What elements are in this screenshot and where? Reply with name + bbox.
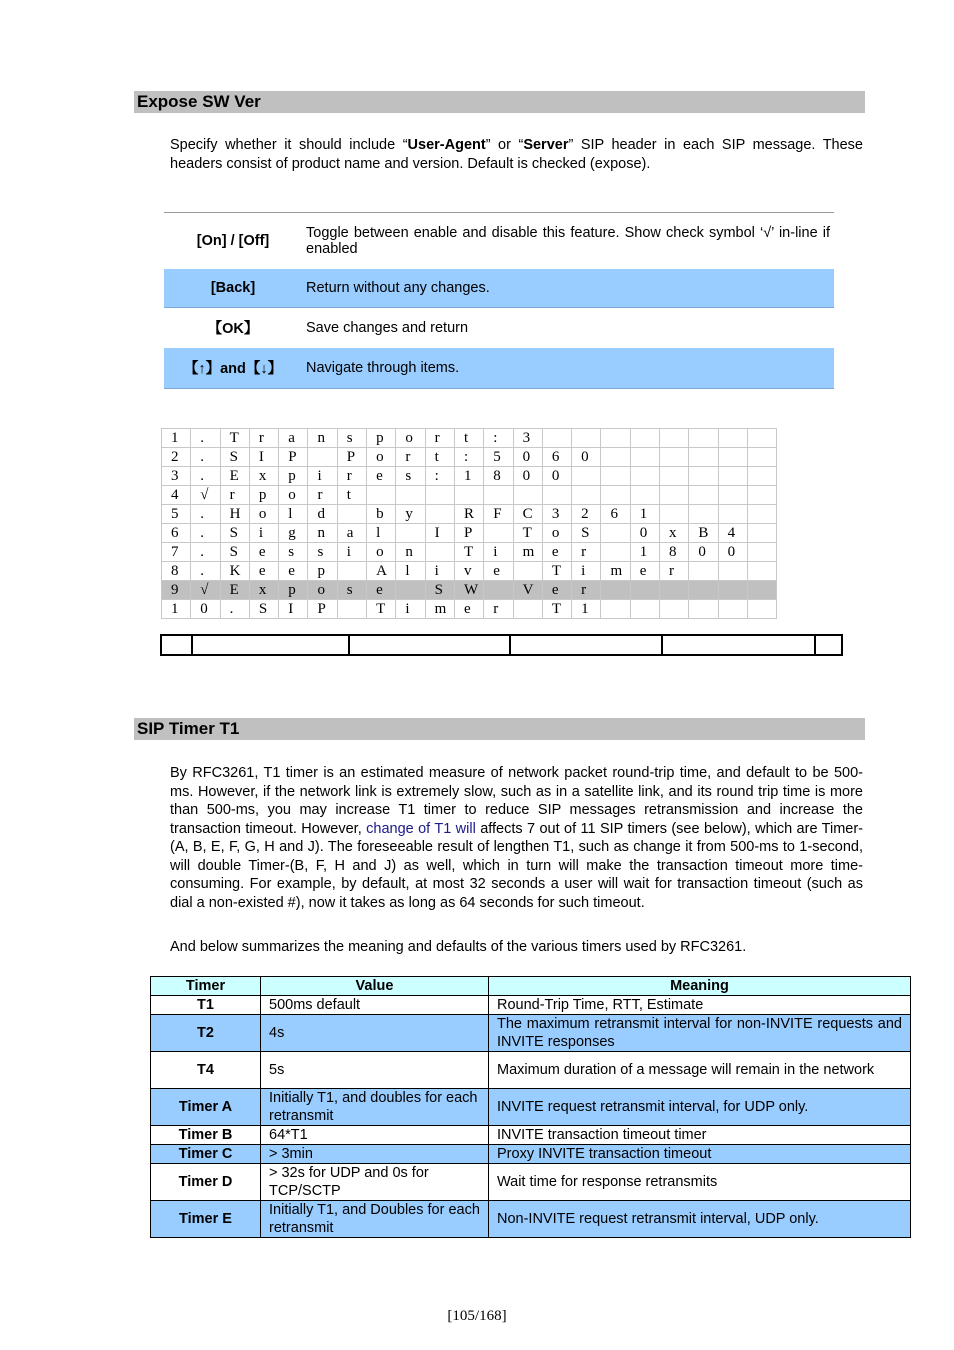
lcd-cell	[660, 505, 689, 524]
timer-table	[150, 976, 911, 1238]
lcd-cell: S	[572, 524, 601, 543]
timer-value: Initially T1, and Doubles for each retransmit	[261, 1201, 489, 1238]
lcd-cell: I	[425, 524, 454, 543]
lcd-cell	[718, 600, 747, 619]
lcd-cell	[689, 467, 718, 486]
timer-name: Timer C	[151, 1145, 261, 1164]
lcd-cell	[689, 486, 718, 505]
page-number: [105/168]	[447, 1308, 507, 1324]
key-row	[164, 269, 834, 308]
lcd-button-bar	[160, 634, 843, 656]
lcd-row	[162, 505, 777, 524]
lcd-cell: T	[220, 429, 249, 448]
lcd-cell: 8	[162, 562, 191, 581]
lcd-cell: o	[308, 581, 337, 600]
key-label: 【OK】	[207, 321, 259, 338]
timer-name: Timer B	[151, 1126, 261, 1145]
lcd-cell: 1	[630, 505, 659, 524]
lcd-cell: 6	[542, 448, 571, 467]
lcd-cell: s	[308, 543, 337, 562]
lcd-cell: .	[191, 467, 220, 486]
lcd-cell	[689, 448, 718, 467]
lcd-cell: p	[279, 467, 308, 486]
timer-name: Timer A	[151, 1089, 261, 1126]
lcd-cell: l	[279, 505, 308, 524]
lcd-cell: e	[542, 581, 571, 600]
lcd-cell: R	[454, 505, 483, 524]
lcd-cell: r	[660, 562, 689, 581]
lcd-divider	[191, 636, 193, 654]
lcd-cell: P	[279, 448, 308, 467]
lcd-cell: e	[279, 562, 308, 581]
change-of-t1-link[interactable]: change of T1 will	[366, 820, 476, 837]
lcd-cell	[689, 562, 718, 581]
table-row	[151, 1145, 911, 1164]
timer-value: 4s	[261, 1015, 489, 1052]
lcd-cell: 6	[601, 505, 630, 524]
lcd-cell: n	[308, 524, 337, 543]
lcd-cell: o	[542, 524, 571, 543]
lcd-divider	[348, 636, 350, 654]
lcd-cell	[337, 562, 366, 581]
lcd-cell	[601, 429, 630, 448]
lcd-cell: .	[191, 543, 220, 562]
lcd-divider	[509, 636, 511, 654]
lcd-cell	[630, 581, 659, 600]
lcd-cell: p	[279, 581, 308, 600]
lcd-cell	[660, 486, 689, 505]
lcd-cell	[689, 600, 718, 619]
lcd-cell: :	[454, 448, 483, 467]
lcd-cell: E	[220, 581, 249, 600]
lcd-cell	[747, 524, 776, 543]
lcd-cell: x	[660, 524, 689, 543]
lcd-cell	[747, 581, 776, 600]
lcd-cell	[601, 467, 630, 486]
lcd-cell: V	[513, 581, 542, 600]
lcd-cell	[572, 467, 601, 486]
lcd-cell	[630, 486, 659, 505]
table-row	[151, 1015, 911, 1052]
lcd-cell	[484, 486, 513, 505]
lcd-cell: 3	[513, 429, 542, 448]
lcd-cell	[747, 562, 776, 581]
lcd-cell: p	[308, 562, 337, 581]
lcd-cell	[747, 505, 776, 524]
lcd-cell: o	[367, 543, 396, 562]
lcd-cell: I	[279, 600, 308, 619]
lcd-cell	[660, 600, 689, 619]
lcd-cell: T	[367, 600, 396, 619]
lcd-cell: 3	[162, 467, 191, 486]
lcd-cell	[425, 543, 454, 562]
key-label: 【↑】and【↓】	[164, 348, 302, 389]
lcd-divider	[814, 636, 816, 654]
lcd-cell: .	[191, 448, 220, 467]
lcd-cell: i	[425, 562, 454, 581]
lcd-cell: 8	[484, 467, 513, 486]
lcd-cell: i	[337, 543, 366, 562]
lcd-cell	[542, 429, 571, 448]
lcd-cell: 0	[513, 448, 542, 467]
lcd-cell: l	[396, 562, 425, 581]
lcd-cell: i	[484, 543, 513, 562]
timer-value: > 32s for UDP and 0s for TCP/SCTP	[261, 1164, 489, 1201]
key-row	[164, 308, 834, 348]
lcd-cell: 6	[162, 524, 191, 543]
lcd-cell: p	[367, 429, 396, 448]
lcd-cell: o	[396, 429, 425, 448]
lcd-cell	[747, 600, 776, 619]
timer-name: Timer D	[151, 1164, 261, 1201]
lcd-cell	[718, 486, 747, 505]
lcd-cell: r	[220, 486, 249, 505]
lcd-cell: P	[337, 448, 366, 467]
table-row	[151, 996, 911, 1015]
lcd-row	[162, 448, 777, 467]
lcd-cell	[367, 486, 396, 505]
expose-sw-ver-description: Specify whether it should include “User-Agent” or “Server” SIP header in each SIP message. These headers consist of product name and version. Default is checked (expose).	[170, 137, 863, 172]
lcd-cell	[542, 486, 571, 505]
lcd-cell: e	[630, 562, 659, 581]
lcd-cell: a	[337, 524, 366, 543]
lcd-cell: K	[220, 562, 249, 581]
lcd-cell	[630, 600, 659, 619]
timer-meaning: Non-INVITE request retransmit interval, UDP only.	[489, 1201, 911, 1238]
lcd-cell: :	[484, 429, 513, 448]
key-description: Toggle between enable and disable this feature. Show check symbol ‘√’ in-line if enabled	[302, 213, 834, 269]
lcd-cell: a	[279, 429, 308, 448]
timer-name: T1	[151, 996, 261, 1015]
timer-meaning: Round-Trip Time, RTT, Estimate	[489, 996, 911, 1015]
lcd-cell: n	[308, 429, 337, 448]
lcd-divider	[661, 636, 663, 654]
timer-summary-intro: And below summarizes the meaning and defaults of the various timers used by RFC3261.	[170, 939, 747, 955]
lcd-cell: 8	[660, 543, 689, 562]
lcd-cell: E	[220, 467, 249, 486]
lcd-cell	[308, 448, 337, 467]
lcd-cell: r	[572, 543, 601, 562]
timer-meaning: Wait time for response retransmits	[489, 1164, 911, 1201]
lcd-cell: 5	[162, 505, 191, 524]
timer-value: 5s	[261, 1052, 489, 1089]
lcd-cell	[425, 505, 454, 524]
lcd-cell: 1	[162, 600, 191, 619]
lcd-cell: F	[484, 505, 513, 524]
lcd-cell: √	[191, 581, 220, 600]
lcd-cell: 0	[689, 543, 718, 562]
key-label: [On] / [Off]	[164, 213, 302, 269]
lcd-cell	[747, 543, 776, 562]
section-title-sip-timer-t1: SIP Timer T1	[134, 718, 865, 740]
timer-value: 500ms default	[261, 996, 489, 1015]
lcd-cell	[484, 524, 513, 543]
lcd-cell: v	[454, 562, 483, 581]
lcd-row	[162, 600, 777, 619]
lcd-cell	[396, 581, 425, 600]
lcd-cell	[747, 429, 776, 448]
lcd-row	[162, 486, 777, 505]
lcd-cell: e	[454, 600, 483, 619]
column-header-value: Value	[261, 977, 489, 996]
lcd-cell: e	[367, 581, 396, 600]
lcd-cell: I	[249, 448, 278, 467]
timer-meaning: Proxy INVITE transaction timeout	[489, 1145, 911, 1164]
lcd-cell: t	[425, 448, 454, 467]
lcd-cell: d	[308, 505, 337, 524]
lcd-cell: T	[542, 562, 571, 581]
lcd-cell: g	[279, 524, 308, 543]
lcd-cell: s	[396, 467, 425, 486]
lcd-cell	[601, 581, 630, 600]
lcd-cell: 4	[718, 524, 747, 543]
lcd-cell	[572, 429, 601, 448]
sip-timer-t1-description: By RFC3261, T1 timer is an estimated measure of network packet round-trip time, and default to be 500-ms. However, if the network link is extremely slow, such as in a satellite link, and its round trip time is more than 500-ms, you may increase T1 timer to reduce SIP messages retransmission and increase the transaction timeout. However, change of T1 will affects 7 out of 11 SIP timers (see below), which are Timer-(A, B, E, F, G, H and J). The foreseeable result of lengthen T1, such as change it from 500-ms to 1-second, will double Timer-(B, F, H and J) as well, which in turn will make the transaction timeout more time-consuming. For example, by default, at most 32 seconds a user will wait for transaction timeout (such as dial a non-existed #), now it takes as long as 64 seconds for such timeout.	[170, 765, 863, 911]
key-function-table	[164, 212, 834, 389]
timer-meaning: Maximum duration of a message will remain in the network	[489, 1052, 911, 1089]
lcd-cell	[718, 448, 747, 467]
lcd-cell	[718, 581, 747, 600]
lcd-cell: o	[249, 505, 278, 524]
lcd-cell: 2	[162, 448, 191, 467]
lcd-cell	[747, 486, 776, 505]
lcd-cell: W	[454, 581, 483, 600]
lcd-cell: 1	[162, 429, 191, 448]
lcd-cell	[747, 467, 776, 486]
lcd-cell: r	[337, 467, 366, 486]
lcd-cell	[337, 600, 366, 619]
lcd-cell	[396, 524, 425, 543]
lcd-cell	[513, 562, 542, 581]
lcd-cell: 0	[191, 600, 220, 619]
lcd-cell: m	[601, 562, 630, 581]
timer-value: Initially T1, and doubles for each retransmit	[261, 1089, 489, 1126]
lcd-cell: S	[220, 543, 249, 562]
lcd-cell	[660, 429, 689, 448]
lcd-cell	[425, 486, 454, 505]
lcd-cell	[513, 486, 542, 505]
lcd-row	[162, 429, 777, 448]
timer-value: > 3min	[261, 1145, 489, 1164]
lcd-cell: 1	[572, 600, 601, 619]
lcd-cell	[601, 448, 630, 467]
lcd-cell	[454, 486, 483, 505]
lcd-cell: e	[542, 543, 571, 562]
key-row	[164, 213, 834, 269]
lcd-cell: 3	[542, 505, 571, 524]
lcd-cell: r	[484, 600, 513, 619]
key-label: [Back]	[164, 269, 302, 308]
lcd-cell: e	[249, 543, 278, 562]
lcd-cell: o	[367, 448, 396, 467]
lcd-cell	[513, 600, 542, 619]
lcd-row	[162, 467, 777, 486]
lcd-cell: .	[191, 429, 220, 448]
lcd-cell	[601, 486, 630, 505]
lcd-cell: i	[572, 562, 601, 581]
lcd-cell	[718, 505, 747, 524]
lcd-cell: i	[249, 524, 278, 543]
lcd-cell	[601, 600, 630, 619]
lcd-cell: 0	[630, 524, 659, 543]
timer-name: Timer E	[151, 1201, 261, 1238]
lcd-cell: t	[337, 486, 366, 505]
lcd-cell: 4	[162, 486, 191, 505]
lcd-cell: √	[191, 486, 220, 505]
lcd-cell: i	[308, 467, 337, 486]
lcd-cell: s	[337, 429, 366, 448]
timer-name: T2	[151, 1015, 261, 1052]
lcd-cell: s	[337, 581, 366, 600]
lcd-cell: x	[249, 467, 278, 486]
lcd-cell: 1	[630, 543, 659, 562]
lcd-cell: B	[689, 524, 718, 543]
table-row	[151, 1089, 911, 1126]
lcd-row	[162, 524, 777, 543]
lcd-cell: 0	[718, 543, 747, 562]
lcd-cell: r	[572, 581, 601, 600]
lcd-cell: e	[249, 562, 278, 581]
lcd-cell	[601, 524, 630, 543]
lcd-row	[162, 562, 777, 581]
lcd-cell	[337, 505, 366, 524]
lcd-cell	[572, 486, 601, 505]
lcd-cell: 2	[572, 505, 601, 524]
timer-name: T4	[151, 1052, 261, 1089]
lcd-cell	[689, 505, 718, 524]
lcd-cell: P	[308, 600, 337, 619]
lcd-cell	[689, 581, 718, 600]
lcd-cell: m	[513, 543, 542, 562]
lcd-cell: 5	[484, 448, 513, 467]
lcd-cell: x	[249, 581, 278, 600]
lcd-cell: n	[396, 543, 425, 562]
lcd-cell: S	[249, 600, 278, 619]
lcd-cell: T	[542, 600, 571, 619]
lcd-cell: e	[367, 467, 396, 486]
lcd-cell: 0	[542, 467, 571, 486]
column-header-timer: Timer	[151, 977, 261, 996]
lcd-cell: r	[308, 486, 337, 505]
lcd-cell	[660, 581, 689, 600]
timer-value: 64*T1	[261, 1126, 489, 1145]
lcd-cell: o	[279, 486, 308, 505]
lcd-cell	[660, 467, 689, 486]
lcd-menu-grid	[161, 428, 777, 619]
lcd-row	[162, 543, 777, 562]
lcd-cell: r	[396, 448, 425, 467]
lcd-cell	[630, 448, 659, 467]
lcd-cell: .	[191, 562, 220, 581]
lcd-cell: S	[425, 581, 454, 600]
lcd-cell: y	[396, 505, 425, 524]
table-row	[151, 1164, 911, 1201]
lcd-cell	[747, 448, 776, 467]
lcd-cell	[396, 486, 425, 505]
lcd-cell	[660, 448, 689, 467]
lcd-cell	[718, 562, 747, 581]
lcd-cell: m	[425, 600, 454, 619]
lcd-cell: t	[454, 429, 483, 448]
timer-meaning: INVITE request retransmit interval, for UDP only.	[489, 1089, 911, 1126]
key-description: Return without any changes.	[302, 269, 834, 308]
lcd-cell: T	[454, 543, 483, 562]
lcd-cell: e	[484, 562, 513, 581]
lcd-cell: 1	[454, 467, 483, 486]
lcd-cell	[630, 429, 659, 448]
lcd-cell: P	[454, 524, 483, 543]
table-row	[151, 1126, 911, 1145]
section-title-expose-sw-ver: Expose SW Ver	[134, 91, 865, 113]
lcd-cell: 7	[162, 543, 191, 562]
lcd-cell: r	[249, 429, 278, 448]
lcd-cell: C	[513, 505, 542, 524]
lcd-cell: S	[220, 448, 249, 467]
lcd-cell	[601, 543, 630, 562]
lcd-cell: T	[513, 524, 542, 543]
table-row	[151, 1201, 911, 1238]
key-description: Navigate through items.	[302, 348, 834, 389]
lcd-cell: .	[191, 505, 220, 524]
lcd-cell: i	[396, 600, 425, 619]
lcd-cell: b	[367, 505, 396, 524]
lcd-cell: 9	[162, 581, 191, 600]
column-header-meaning: Meaning	[489, 977, 911, 996]
lcd-cell: 0	[513, 467, 542, 486]
lcd-row	[162, 581, 777, 600]
key-row	[164, 348, 834, 389]
lcd-cell: S	[220, 524, 249, 543]
lcd-cell	[718, 467, 747, 486]
lcd-cell	[689, 429, 718, 448]
lcd-cell: s	[279, 543, 308, 562]
lcd-cell	[484, 581, 513, 600]
key-description: Save changes and return	[306, 319, 469, 336]
lcd-cell: A	[367, 562, 396, 581]
lcd-cell: .	[191, 524, 220, 543]
lcd-cell: l	[367, 524, 396, 543]
lcd-cell: .	[220, 600, 249, 619]
lcd-cell: :	[425, 467, 454, 486]
lcd-cell: p	[249, 486, 278, 505]
lcd-cell	[718, 429, 747, 448]
lcd-cell: 0	[572, 448, 601, 467]
timer-meaning: INVITE transaction timeout timer	[489, 1126, 911, 1145]
lcd-cell: H	[220, 505, 249, 524]
lcd-cell: r	[425, 429, 454, 448]
timer-meaning: The maximum retransmit interval for non-INVITE requests and INVITE responses	[489, 1015, 911, 1052]
table-row	[151, 1052, 911, 1089]
lcd-cell	[630, 467, 659, 486]
